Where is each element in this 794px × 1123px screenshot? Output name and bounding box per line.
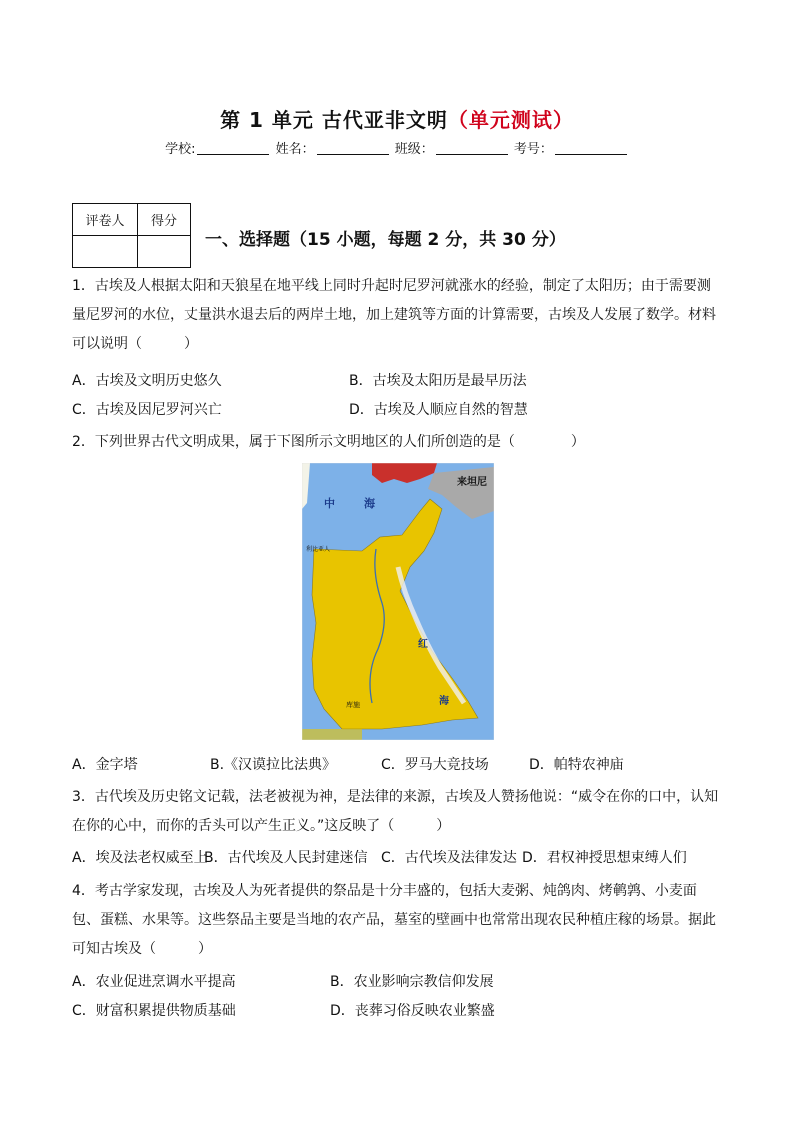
option-b[interactable]: B．古埃及太阳历是最早历法 bbox=[349, 373, 527, 389]
question-1-stem: 1．古埃及人根据太阳和天狼星在地平线上同时升起时尼罗河就涨水的经验，制定了太阳历；由于需要测量尼罗河的水位，丈量洪水退去后的两岸土地，加上建筑等方面的计算需要，古埃及人发展了数学。材料可以说明（ ） bbox=[72, 278, 716, 352]
exam-number-label: 考号： bbox=[513, 142, 553, 157]
question-3-stem: 3．古代埃及历史铭文记载，法老被视为神，是法律的来源，古埃及人赞扬他说：“威令在你的口中，认知在你的心中，而你的舌头可以产生正义。”这反映了（ ） bbox=[72, 789, 719, 834]
option-d[interactable]: D．帕特农神庙 bbox=[529, 757, 624, 773]
option-c[interactable]: C．古埃及因尼罗河兴亡 bbox=[72, 402, 222, 418]
name-blank[interactable] bbox=[317, 154, 389, 155]
map-label-red-1: 红 bbox=[418, 639, 428, 650]
question-2-options bbox=[72, 751, 732, 780]
score-header: 得分 bbox=[138, 204, 191, 236]
name-label: 姓名： bbox=[275, 142, 315, 157]
option-b[interactable]: B．农业影响宗教信仰发展 bbox=[330, 974, 494, 990]
option-a[interactable]: A．农业促进烹调水平提高 bbox=[72, 974, 236, 990]
map-label-red-2: 海 bbox=[439, 696, 449, 707]
map-south-land bbox=[302, 729, 362, 740]
question-3-options bbox=[72, 844, 732, 873]
grader-header: 评卷人 bbox=[73, 204, 138, 236]
map-label-kush: 库施 bbox=[346, 701, 360, 709]
student-info-line bbox=[0, 138, 794, 157]
section-title: 一、选择题（15 小题，每题 2 分，共 30 分） bbox=[205, 230, 566, 250]
map-label-mitanni: 来坦尼 bbox=[457, 477, 487, 488]
question-4-stem: 4．考古学家发现，古埃及人为死者提供的祭品是十分丰盛的，包括大麦粥、炖鸽肉、烤鹌鹑、小麦面包、蛋糕、水果等。这些祭品主要是当地的农产品，墓室的壁画中也常常出现农民种植庄稼的场景。据此可知古埃及（ ） bbox=[72, 883, 716, 957]
page-title bbox=[0, 104, 794, 133]
map-label-sea-2: 海 bbox=[364, 497, 375, 510]
option-a[interactable]: A．埃及法老权威至上 bbox=[72, 850, 208, 866]
score-box bbox=[72, 203, 191, 268]
option-a[interactable]: A．金字塔 bbox=[72, 757, 138, 773]
title-main: 第 1 单元 古代亚非文明 bbox=[220, 108, 448, 132]
option-b[interactable]: B．古代埃及人民封建迷信 bbox=[204, 850, 368, 866]
exam-number-blank[interactable] bbox=[555, 154, 627, 155]
option-b[interactable]: B.《汉谟拉比法典》 bbox=[210, 757, 337, 773]
school-label: 学校: bbox=[165, 142, 196, 157]
question-2-stem: 2．下列世界古代文明成果，属于下图所示文明地区的人们所创造的是（ ） bbox=[72, 434, 585, 450]
option-d[interactable]: D．君权神授思想束缚人们 bbox=[522, 850, 687, 866]
question-1-options bbox=[72, 367, 732, 425]
grader-cell[interactable] bbox=[73, 236, 138, 268]
title-tag: （单元测试） bbox=[447, 108, 574, 132]
option-c[interactable]: C．古代埃及法律发达 bbox=[381, 850, 517, 866]
map-label-sea-1: 中 bbox=[324, 497, 335, 510]
option-c[interactable]: C．财富积累提供物质基础 bbox=[72, 1003, 236, 1019]
question-4-options bbox=[72, 968, 732, 1026]
ancient-egypt-map bbox=[302, 463, 494, 740]
score-cell[interactable] bbox=[138, 236, 191, 268]
option-d[interactable]: D．古埃及人顺应自然的智慧 bbox=[349, 402, 528, 418]
class-label: 班级： bbox=[394, 142, 434, 157]
option-c[interactable]: C．罗马大竞技场 bbox=[381, 757, 489, 773]
class-blank[interactable] bbox=[436, 154, 508, 155]
map-label-libya: 利比亚人 bbox=[306, 546, 331, 553]
option-a[interactable]: A．古埃及文明历史悠久 bbox=[72, 373, 222, 389]
option-d[interactable]: D．丧葬习俗反映农业繁盛 bbox=[330, 1003, 495, 1019]
school-blank[interactable] bbox=[197, 154, 269, 155]
